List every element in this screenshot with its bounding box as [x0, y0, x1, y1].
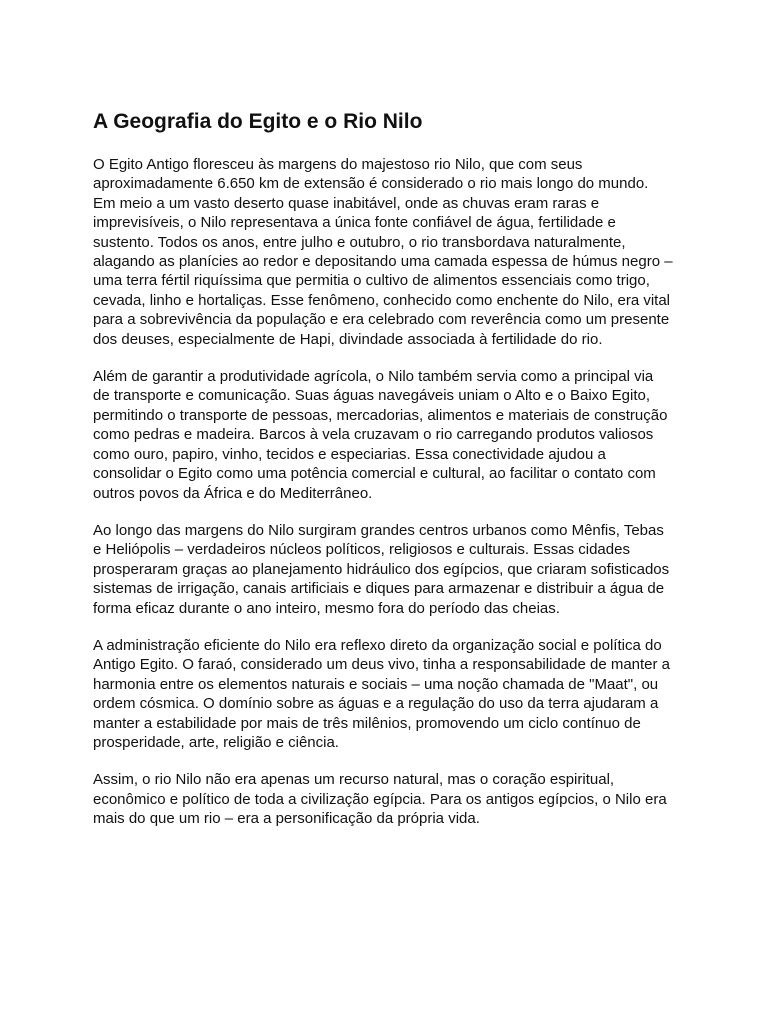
paragraph-4: A administração eficiente do Nilo era reflexo direto da organização social e política do Antigo Egito. O faraó, considerado um deus vivo, tinha a responsabilidade de manter a harmonia entre os elementos naturais e sociais – uma noção chamada de "Maat", ou ordem cósmica. O domínio sobre as águas e a regulação do uso da terra ajudaram a manter a estabilidade por mais de três milênios, promovendo um ciclo contínuo de prosperidade, arte, religião e ciência.: [93, 636, 671, 751]
paragraph-1: O Egito Antigo floresceu às margens do majestoso rio Nilo, que com seus aproximadamente 6.650 km de extensão é considerado o rio mais longo do mundo. Em meio a um vasto deserto quase inabitável, onde as chuvas eram raras e imprevisíveis, o Nilo representava a única fonte confiável de água, fertilidade e sustento. Todos os anos, entre julho e outubro, o rio transbordava naturalmente, alagando as planícies ao redor e depositando uma camada espessa de húmus negro – uma terra fértil riquíssima que permitia o cultivo de alimentos essenciais como trigo, cevada, linho e hortaliças. Esse fenômeno, conhecido como enchente do Nilo, era vital para a sobrevivência da população e era celebrado com reverência como um presente dos deuses, especialmente de Hapi, divindade associada à fertilidade do rio.: [93, 156, 673, 348]
document-body: [93, 108, 673, 847]
paragraph-5: Assim, o rio Nilo não era apenas um recurso natural, mas o coração espiritual, econômico e político de toda a civilização egípcia. Para os antigos egípcios, o Nilo era mais do que um rio – era a personificação da própria vida.: [93, 771, 667, 828]
paragraph-3: Ao longo das margens do Nilo surgiram grandes centros urbanos como Mênfis, Tebas e Heliópolis – verdadeiros núcleos políticos, religiosos e culturais. Essas cidades prosperaram graças ao planejamento hidráulico dos egípcios, que criaram sofisticados sistemas de irrigação, canais artificiais e diques para armazenar e distribuir a água de forma eficaz durante o ano inteiro, mesmo fora do período das cheias.: [93, 521, 670, 617]
paragraph-2: Além de garantir a produtividade agrícola, o Nilo também servia como a principal via de transporte e comunicação. Suas águas navegáveis uniam o Alto e o Baixo Egito, permitindo o transporte de pessoas, mercadorias, alimentos e materiais de construção como pedras e madeira. Barcos à vela cruzavam o rio carregando produtos valiosos como ouro, papiro, vinho, tecidos e especiarias. Essa conectividade ajudou a consolidar o Egito como uma potência comercial e cultural, ao facilitar o contato com outros povos da África e do Mediterrâneo.: [93, 368, 668, 502]
page-title: A Geografia do Egito e o Rio Nilo: [93, 110, 423, 133]
